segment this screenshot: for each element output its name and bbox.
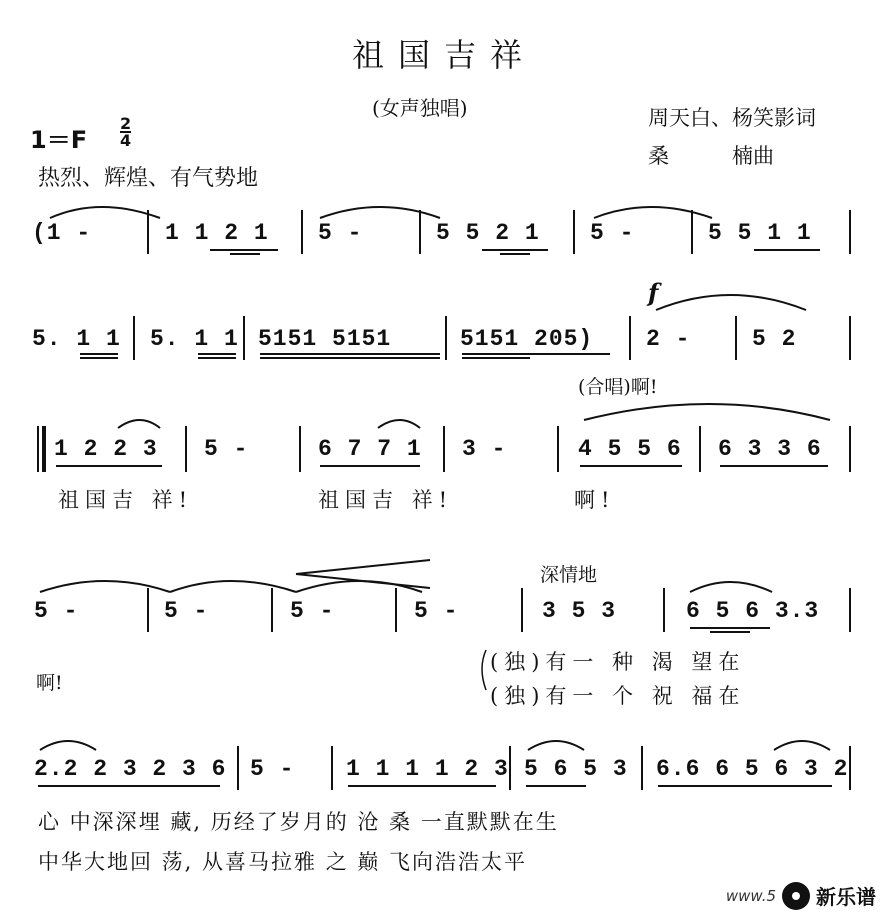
row3-measure2: 5 - bbox=[204, 436, 249, 462]
row5-measure4: 5 6 5 3 bbox=[524, 756, 628, 782]
key-signature: 1＝F bbox=[30, 126, 88, 154]
row5-lyric-verse1: 心 中深深埋 藏, 历经了岁月的 沧 桑 一直默默在生 bbox=[38, 810, 559, 834]
expression-marking: 深情地 bbox=[540, 564, 598, 586]
row4-lyric-left: 啊! bbox=[36, 672, 63, 694]
row4-measure6: 6 5 6 3.3 bbox=[686, 598, 820, 624]
row3-lyric-b: 祖国吉 祥! bbox=[318, 488, 454, 512]
row4-lyric-verse2: (独)有一 个 祝 福在 bbox=[490, 684, 746, 708]
watermark bbox=[726, 881, 876, 910]
row2-measure4: 5151 205) bbox=[460, 326, 594, 352]
row4-measure2: 5 - bbox=[164, 598, 209, 624]
watermark-brand: 新乐谱 bbox=[816, 885, 876, 909]
row4-measure5: 3 5 3 bbox=[542, 598, 617, 624]
lyricist-credit: 周天白、杨笑影词 bbox=[648, 106, 816, 130]
row1-measure5: 5 - bbox=[590, 220, 635, 246]
row3-measure3: 6 7 7 1 bbox=[318, 436, 422, 462]
row2-measure3: 5151 5151 bbox=[258, 326, 392, 352]
row3-measure4: 3 - bbox=[462, 436, 507, 462]
row4-measure4: 5 - bbox=[414, 598, 459, 624]
row4-measure3: 5 - bbox=[290, 598, 335, 624]
time-numerator: 2 bbox=[120, 114, 132, 133]
record-disc-icon bbox=[782, 882, 810, 910]
row1-measure6: 5 5 1 1 bbox=[708, 220, 812, 246]
row3-measure5: 4 5 5 6 bbox=[578, 436, 682, 462]
row4-lyric-verse1: (独)有一 种 渴 望在 bbox=[490, 650, 746, 674]
row2-measure6: 5 2 bbox=[752, 326, 797, 352]
row5-measure3: 1 1 1 1 2 3 bbox=[346, 756, 509, 782]
row3-measure6: 6 3 3 6 bbox=[718, 436, 822, 462]
row3-lyric-c: 啊! bbox=[574, 488, 616, 512]
dynamic-forte: f bbox=[648, 278, 659, 307]
row2-measure1: 5. 1 1 bbox=[32, 326, 121, 352]
row1-measure1: (1 - bbox=[32, 220, 92, 246]
row1-measure4: 5 5 2 1 bbox=[436, 220, 540, 246]
row5-measure1: 2.2 2 3 2 3 6 bbox=[34, 756, 227, 782]
row5-measure5: 6.6 6 5 6 3 2 bbox=[656, 756, 849, 782]
row3-measure1: 1 2 2 3 bbox=[54, 436, 158, 462]
tempo-marking: 热烈、辉煌、有气势地 bbox=[38, 166, 259, 191]
song-subtitle: (女声独唱) bbox=[372, 96, 468, 120]
time-denominator: 4 bbox=[120, 131, 132, 150]
watermark-url: www.5 bbox=[725, 886, 776, 905]
composer-credit: 桑 楠曲 bbox=[648, 144, 774, 168]
row1-measure2: 1 1 2 1 bbox=[165, 220, 269, 246]
row2-measure5: 2 - bbox=[646, 326, 691, 352]
row2-lyric: (合唱)啊! bbox=[578, 376, 658, 398]
row5-lyric-verse2: 中华大地回 荡, 从喜马拉雅 之 巅 飞向浩浩太平 bbox=[38, 850, 528, 874]
row5-measure2: 5 - bbox=[250, 756, 295, 782]
song-title: 祖国吉祥 bbox=[351, 36, 536, 74]
row2-measure2: 5. 1 1 bbox=[150, 326, 239, 352]
row3-lyric-a: 祖国吉 祥! bbox=[58, 488, 194, 512]
row1-measure3: 5 - bbox=[318, 220, 363, 246]
row4-measure1: 5 - bbox=[34, 598, 79, 624]
